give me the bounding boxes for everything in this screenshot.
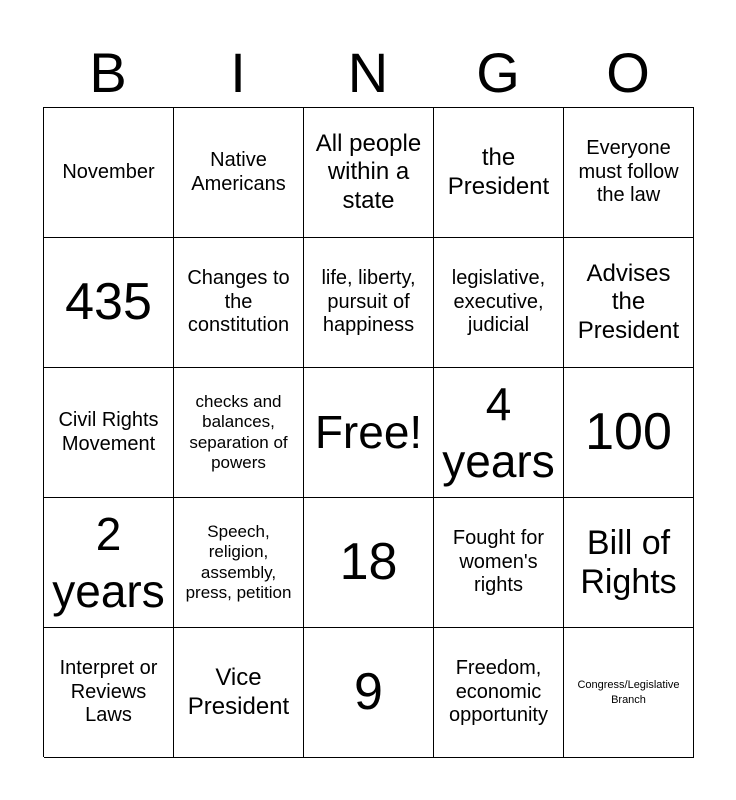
bingo-cell-g2[interactable] [434, 238, 564, 368]
bingo-cell-text: Free! [314, 406, 423, 459]
bingo-cell-text: 2 years [52, 508, 165, 617]
bingo-cell-o2[interactable] [564, 238, 694, 368]
bingo-cell-b2[interactable] [44, 238, 174, 368]
bingo-cell-i3[interactable] [174, 368, 304, 498]
bingo-cell-i4[interactable] [174, 498, 304, 628]
bingo-cell-i5[interactable] [174, 628, 304, 758]
bingo-cell-text: life, liberty, pursuit of happiness [321, 267, 416, 337]
bingo-cell-n1[interactable] [304, 108, 434, 238]
bingo-cell-text: November [62, 160, 155, 183]
bingo-cell-text: 100 [585, 402, 672, 461]
bingo-cell-text: 4 years [442, 378, 555, 487]
bingo-cell-o1[interactable] [564, 108, 694, 238]
bingo-cell-text: 9 [354, 662, 383, 721]
bingo-cell-g4[interactable] [434, 498, 564, 628]
bingo-cell-n2[interactable] [304, 238, 434, 368]
bingo-cell-text: Speech, religion, assembly, press, petition [185, 522, 292, 602]
bingo-cell-text: 18 [339, 532, 398, 591]
bingo-header [43, 40, 693, 106]
bingo-cell-n3[interactable] [304, 368, 434, 498]
bingo-cell-text: Bill of Rights [580, 524, 677, 601]
bingo-cell-b5[interactable] [44, 628, 174, 758]
bingo-cell-b3[interactable] [44, 368, 174, 498]
header-letter-g: G [476, 41, 520, 104]
bingo-cell-text: Changes to the constitution [187, 267, 290, 337]
bingo-cell-b1[interactable] [44, 108, 174, 238]
bingo-cell-o3[interactable] [564, 368, 694, 498]
bingo-cell-i2[interactable] [174, 238, 304, 368]
bingo-cell-text: legislative, executive, judicial [451, 267, 546, 337]
bingo-cell-o4[interactable] [564, 498, 694, 628]
bingo-cell-text: Vice President [187, 664, 290, 720]
header-letter-n: N [347, 41, 389, 104]
header-letter-o: O [606, 41, 650, 104]
bingo-cell-n5[interactable] [304, 628, 434, 758]
bingo-cell-o5[interactable] [564, 628, 694, 758]
bingo-cell-text: checks and balances, separation of powers [189, 392, 288, 472]
bingo-cell-text: Advises the President [577, 260, 680, 344]
bingo-cell-g1[interactable] [434, 108, 564, 238]
bingo-cell-text: Fought for women's rights [452, 527, 545, 597]
bingo-cell-i1[interactable] [174, 108, 304, 238]
bingo-cell-text: Freedom, economic opportunity [449, 657, 548, 727]
bingo-cell-text: All people within a state [315, 130, 422, 214]
header-letter-b: B [89, 41, 127, 104]
bingo-cell-b4[interactable] [44, 498, 174, 628]
bingo-cell-text: the President [447, 144, 550, 200]
bingo-cell-text: Civil Rights Movement [58, 408, 159, 455]
bingo-board [43, 107, 694, 757]
bingo-cell-text: Interpret or Reviews Laws [59, 657, 158, 727]
bingo-cell-text: Congress/Legislative Branch [577, 678, 680, 706]
bingo-cell-text: Everyone must follow the law [578, 137, 679, 207]
bingo-cell-text: 435 [65, 272, 152, 331]
header-letter-i: I [230, 41, 246, 104]
bingo-cell-text: Native Americans [191, 148, 286, 195]
bingo-cell-g5[interactable] [434, 628, 564, 758]
bingo-cell-g3[interactable] [434, 368, 564, 498]
bingo-cell-n4[interactable] [304, 498, 434, 628]
